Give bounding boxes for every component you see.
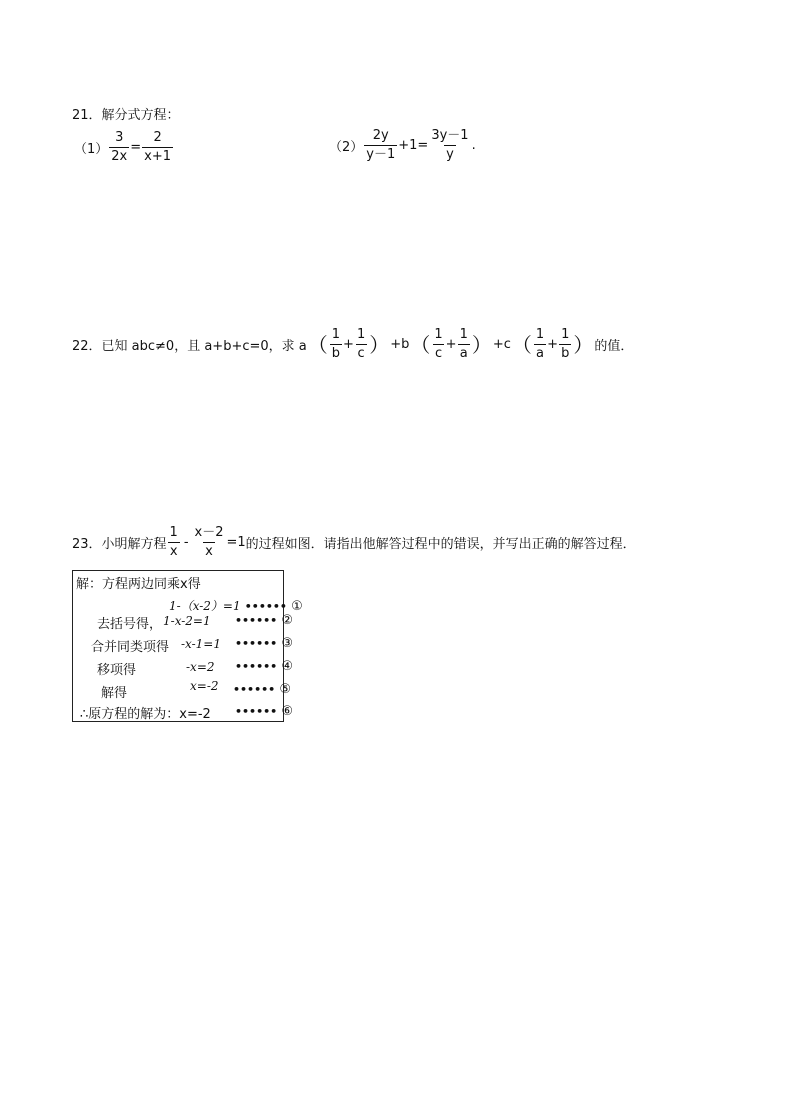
numerator: 3: [115, 130, 124, 145]
minus-sign: -: [183, 535, 189, 550]
numerator: 1: [561, 327, 570, 342]
denominator: b: [331, 346, 341, 361]
q21-part1-label: （1）: [74, 142, 109, 157]
step-4-label: 移项得: [97, 663, 137, 678]
denominator: x: [205, 544, 213, 559]
step-6-label: ∴原方程的解为：x=-2: [80, 707, 211, 722]
q22-mid1: +b: [390, 337, 410, 352]
q21-part1-rhs-fraction: [142, 131, 173, 164]
ellipsis-dots: ••••••: [235, 614, 278, 627]
q21-part1: [74, 131, 174, 164]
q23: [72, 526, 636, 559]
left-paren: （: [307, 332, 328, 357]
q21-part1-lhs-fraction: [109, 131, 129, 164]
q22-lead: 22．已知 abc≠0，且 a+b+c=0，求 a: [72, 339, 307, 354]
numerator: 1: [459, 327, 468, 342]
q21-title: 21．解分式方程：: [72, 108, 180, 123]
step-5-label: 解得: [101, 686, 128, 701]
q23-lead: 23．小明解方程: [72, 537, 167, 552]
step-number: ②: [281, 613, 293, 628]
equals-sign: =: [130, 140, 142, 155]
denominator: y: [446, 147, 454, 162]
step-2-expr: 1-x-2=1: [163, 614, 211, 628]
step-3-label: 合并同类项得: [91, 640, 170, 655]
denominator: a: [536, 346, 545, 361]
step-number: ①: [291, 599, 303, 614]
step-5-marker: [233, 682, 291, 697]
q21-part2-label: （2）: [329, 140, 364, 155]
numerator: 2: [153, 130, 162, 145]
plus-sign: +: [343, 337, 354, 352]
plus-sign: +: [547, 337, 559, 352]
denominator: b: [561, 346, 570, 361]
fraction-1-over-a: [534, 328, 546, 361]
step-number: ④: [281, 659, 293, 674]
plus-sign: +: [445, 337, 457, 352]
numerator: 1: [535, 327, 545, 342]
numerator: 1: [356, 327, 366, 342]
step-2-marker: [235, 613, 293, 628]
denominator: x: [169, 544, 178, 559]
fraction-1-over-c: [355, 328, 367, 361]
left-paren: （: [511, 332, 532, 357]
step-5-expr: x=-2: [190, 679, 219, 693]
left-paren: （: [410, 332, 431, 357]
ellipsis-dots: ••••••: [233, 683, 276, 696]
right-paren: ）: [573, 332, 594, 357]
step-1-expr: [169, 597, 303, 614]
numerator: x－2: [194, 525, 224, 540]
right-paren: ）: [471, 332, 492, 357]
step-4-marker: [235, 659, 293, 674]
denominator: c: [434, 346, 443, 361]
numerator: 3y－1: [431, 128, 469, 143]
q22-mid2: +c: [492, 337, 511, 352]
step-3-marker: [235, 636, 293, 651]
q21-part2: [329, 129, 476, 162]
plus-one-equals: +1=: [398, 138, 429, 153]
step-3-expr: -x-1=1: [181, 637, 221, 651]
fraction-1-over-x: [168, 526, 180, 559]
numerator: 1: [331, 327, 341, 342]
ellipsis-dots: ••••••: [244, 600, 287, 613]
period: .: [471, 138, 476, 153]
ellipsis-dots: ••••••: [235, 637, 278, 650]
solution-header: 解：方程两边同乘x得: [76, 577, 201, 592]
step-4-expr: -x=2: [186, 660, 215, 674]
numerator: 1: [434, 327, 443, 342]
numerator: 2y: [372, 128, 389, 143]
q21-part2-rhs-fraction: [429, 129, 470, 162]
fraction-1-over-b: [330, 328, 342, 361]
q22-tail: 的值．: [594, 339, 634, 354]
step-2-label: 去括号得，: [97, 617, 163, 632]
right-paren: ）: [369, 332, 390, 357]
q23-tail: 的过程如图．请指出他解答过程中的错误，并写出正确的解答过程．: [245, 537, 636, 552]
denominator: x+1: [144, 149, 172, 164]
equals-one: =1: [226, 535, 246, 550]
step-expression: 1-（x-2）=1: [169, 599, 241, 613]
step-6-marker: [235, 704, 293, 719]
q21-part2-lhs-fraction: [364, 129, 397, 162]
ellipsis-dots: ••••••: [235, 660, 278, 673]
fraction-1-over-a: [458, 328, 470, 361]
ellipsis-dots: ••••••: [235, 705, 278, 718]
denominator: y－1: [366, 147, 396, 162]
step-number: ⑤: [279, 682, 291, 697]
numerator: 1: [169, 525, 178, 540]
denominator: c: [357, 346, 365, 361]
fraction-1-over-b: [559, 328, 571, 361]
denominator: a: [459, 346, 468, 361]
solution-box: [72, 570, 303, 722]
fraction-x-minus-2-over-x: [193, 526, 226, 559]
step-number: ⑥: [281, 704, 293, 719]
step-number: ③: [281, 636, 293, 651]
denominator: 2x: [111, 149, 128, 164]
q22: [72, 328, 633, 361]
fraction-1-over-c: [432, 328, 444, 361]
